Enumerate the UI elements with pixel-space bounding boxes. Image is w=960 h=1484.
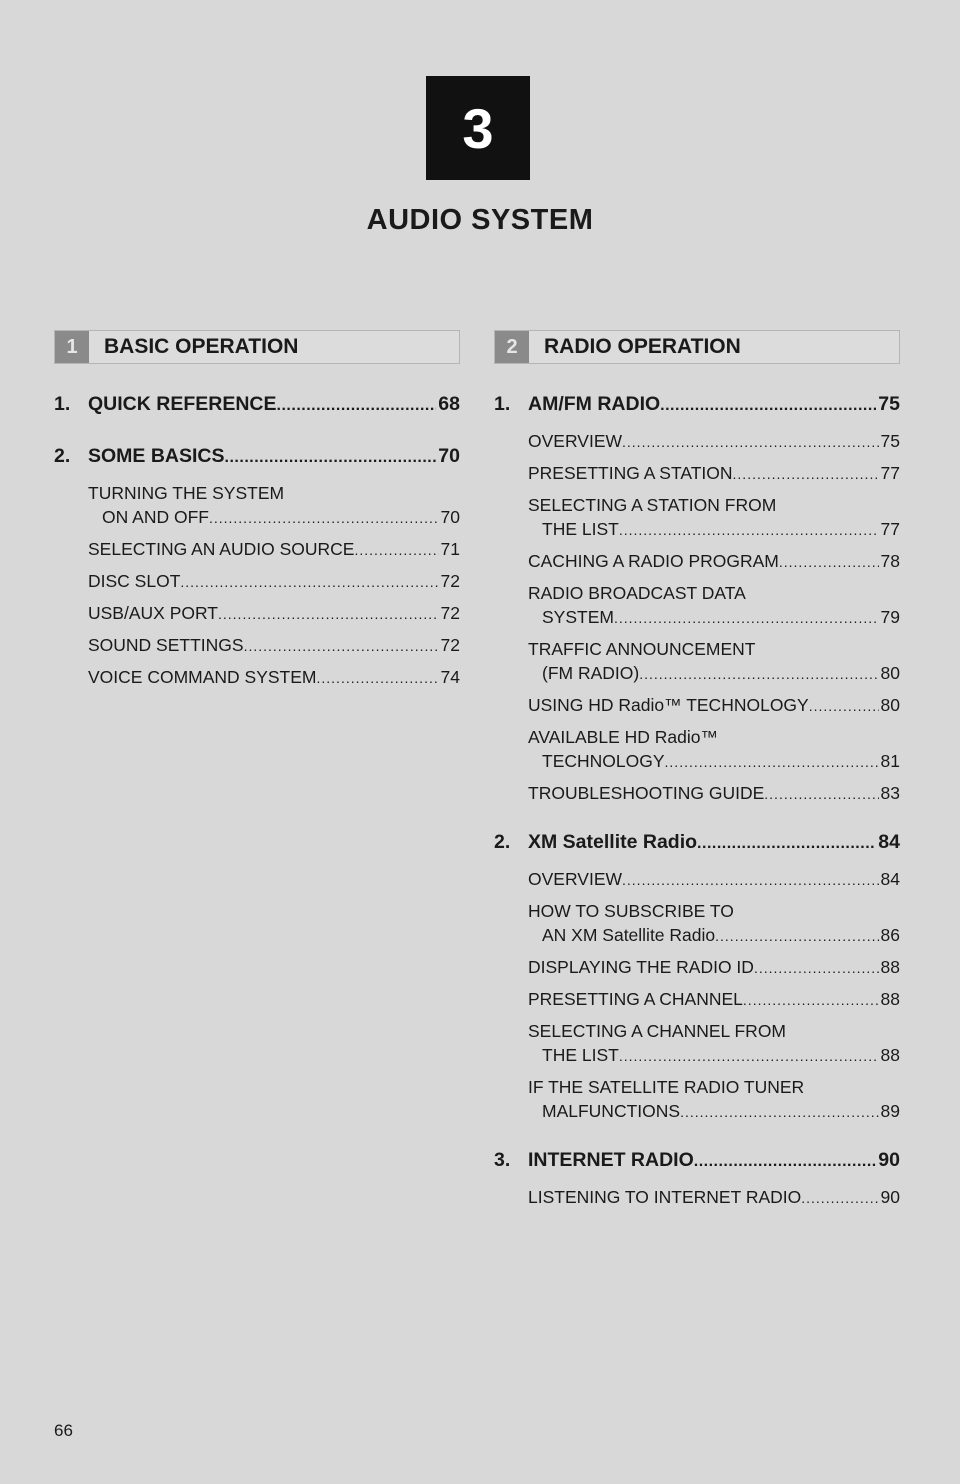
subentry-list <box>494 1185 900 1210</box>
subentry-title: ON AND OFF <box>102 507 209 527</box>
subentry-title: PRESETTING A CHANNEL <box>528 989 743 1009</box>
subentry-page: 74 <box>440 667 460 687</box>
dot-leader <box>715 924 878 948</box>
subentry-title: VOICE COMMAND SYSTEM <box>88 667 317 687</box>
toc-subentry[interactable] <box>528 429 900 454</box>
toc-subentry[interactable] <box>528 1075 900 1124</box>
dot-leader <box>665 750 879 774</box>
entry-title: QUICK REFERENCE <box>88 393 277 415</box>
dot-leader <box>218 602 439 626</box>
subentry-row <box>528 549 900 574</box>
subentry-title: (FM RADIO) <box>542 663 640 683</box>
subentry-page: 86 <box>880 925 900 945</box>
subentry-page: 79 <box>880 607 900 627</box>
subentry-page: 83 <box>880 783 900 803</box>
toc-subentry[interactable] <box>528 693 900 718</box>
toc-subentry[interactable] <box>528 1185 900 1210</box>
subentry-row <box>528 517 900 542</box>
subentry-page: 90 <box>880 1187 900 1207</box>
subentry-page: 71 <box>440 539 460 559</box>
subentry-title-line: RADIO BROADCAST DATA <box>528 583 746 603</box>
section-title: RADIO OPERATION <box>544 335 741 358</box>
toc-subentry[interactable] <box>528 493 900 542</box>
subentry-title: SELECTING AN AUDIO SOURCE <box>88 539 355 559</box>
entry-number: 3. <box>494 1149 511 1171</box>
subentry-title: SYSTEM <box>542 607 614 627</box>
subentry-row <box>88 633 460 658</box>
subentry-page: 72 <box>440 603 460 623</box>
subentry-row <box>528 461 900 486</box>
entry-number: 1. <box>54 393 71 415</box>
dot-leader <box>660 394 876 418</box>
subentry-title: THE LIST <box>542 1045 619 1065</box>
entry-number: 2. <box>494 831 511 853</box>
subentry-page: 80 <box>880 695 900 715</box>
subentry-title: USB/AUX PORT <box>88 603 218 623</box>
subentry-row <box>528 693 900 718</box>
dot-leader <box>244 634 439 658</box>
dot-leader <box>277 394 437 418</box>
subentry-page: 88 <box>880 957 900 977</box>
toc-subentry[interactable] <box>528 1019 900 1068</box>
subentry-row <box>88 665 460 690</box>
toc-entry <box>494 392 900 806</box>
section-header <box>54 330 460 364</box>
dot-leader <box>622 868 879 892</box>
toc-subentry[interactable] <box>88 665 460 690</box>
subentry-title-line: HOW TO SUBSCRIBE TO <box>528 901 734 921</box>
subentry-title: LISTENING TO INTERNET RADIO <box>528 1187 802 1207</box>
subentry-title: THE LIST <box>542 519 619 539</box>
subentry-row <box>528 987 900 1012</box>
toc-entry-link[interactable] <box>494 1148 900 1174</box>
entry-page: 75 <box>878 393 900 415</box>
dot-leader <box>619 1044 879 1068</box>
subentry-title-line: TRAFFIC ANNOUNCEMENT <box>528 639 756 659</box>
entry-title: AM/FM RADIO <box>528 393 661 415</box>
dot-leader <box>614 606 879 630</box>
dot-leader <box>697 832 876 856</box>
chapter-title: AUDIO SYSTEM <box>366 204 594 236</box>
toc-subentry[interactable] <box>528 867 900 892</box>
toc-subentry[interactable] <box>528 549 900 574</box>
subentry-list <box>494 867 900 1124</box>
entry-page: 84 <box>878 831 900 853</box>
toc-subentry[interactable] <box>528 461 900 486</box>
subentry-title-line: IF THE SATELLITE RADIO TUNER <box>528 1077 805 1097</box>
dot-leader <box>809 694 879 718</box>
dot-leader <box>622 430 879 454</box>
dot-leader <box>354 538 438 562</box>
subentry-page: 89 <box>880 1101 900 1121</box>
subentry-title: CACHING A RADIO PROGRAM <box>528 551 779 571</box>
toc-entry-link[interactable] <box>494 830 900 856</box>
subentry-row <box>528 781 900 806</box>
subentry-title: TECHNOLOGY <box>542 751 665 771</box>
entry-page: 90 <box>878 1149 900 1171</box>
entry-number: 2. <box>54 445 71 467</box>
subentry-page: 70 <box>440 507 460 527</box>
subentry-row <box>528 1185 900 1210</box>
subentry-title: SOUND SETTINGS <box>88 635 244 655</box>
subentry-title: DISC SLOT <box>88 571 181 591</box>
subentry-page: 77 <box>880 463 900 483</box>
entry-number: 1. <box>494 393 511 415</box>
subentry-row <box>528 661 900 686</box>
subentry-row <box>88 569 460 594</box>
dot-leader <box>743 988 879 1012</box>
subentry-title: DISPLAYING THE RADIO ID <box>528 957 754 977</box>
dot-leader <box>754 956 879 980</box>
subentry-page: 72 <box>440 635 460 655</box>
toc-entry-link[interactable] <box>54 392 460 418</box>
dot-leader <box>694 1150 877 1174</box>
entry-title: XM Satellite Radio <box>528 831 698 853</box>
subentry-row <box>528 605 900 630</box>
toc-entry <box>54 444 460 690</box>
dot-leader <box>801 1186 878 1210</box>
subentry-row <box>528 923 900 948</box>
toc-subentry[interactable] <box>88 601 460 626</box>
subentry-page: 75 <box>880 431 900 451</box>
toc-entry <box>494 1148 900 1210</box>
dot-leader <box>764 782 878 806</box>
subentry-list <box>54 481 460 690</box>
subentry-page: 84 <box>880 869 900 889</box>
subentry-row <box>88 505 460 530</box>
subentry-title-line: SELECTING A CHANNEL FROM <box>528 1021 787 1041</box>
subentry-title-line: SELECTING A STATION FROM <box>528 495 777 515</box>
subentry-title: AN XM Satellite Radio <box>542 925 716 945</box>
entry-title: SOME BASICS <box>88 445 225 467</box>
subentry-row <box>528 749 900 774</box>
subentry-row <box>528 429 900 454</box>
subentry-list <box>494 429 900 806</box>
toc-subentry[interactable] <box>88 633 460 658</box>
entry-page: 70 <box>438 445 460 467</box>
chapter-number: 3 <box>462 96 494 160</box>
subentry-page: 77 <box>880 519 900 539</box>
subentry-page: 88 <box>880 1045 900 1065</box>
subentry-row <box>88 601 460 626</box>
dot-leader <box>733 462 879 486</box>
subentry-title: OVERVIEW <box>528 869 623 889</box>
toc-subentry[interactable] <box>528 955 900 980</box>
page-number: 66 <box>54 1421 73 1440</box>
subentry-page: 80 <box>880 663 900 683</box>
subentry-title-line: TURNING THE SYSTEM <box>88 483 285 503</box>
subentry-page: 72 <box>440 571 460 591</box>
subentry-title: OVERVIEW <box>528 431 623 451</box>
subentry-title: TROUBLESHOOTING GUIDE <box>528 783 765 803</box>
section-number: 1 <box>55 331 89 363</box>
subentry-page: 78 <box>880 551 900 571</box>
subentry-row <box>528 1043 900 1068</box>
subentry-title-line: AVAILABLE HD Radio™ <box>528 727 718 747</box>
toc-entry <box>54 392 460 418</box>
toc-subentry[interactable] <box>88 481 460 530</box>
dot-leader <box>779 550 879 574</box>
toc-subentry[interactable] <box>88 537 460 562</box>
section-number: 2 <box>495 331 529 363</box>
dot-leader <box>180 570 438 594</box>
dot-leader <box>680 1100 878 1124</box>
chapter-number-badge <box>426 76 530 180</box>
dot-leader <box>317 666 439 690</box>
toc-subentry[interactable] <box>528 581 900 630</box>
section-column <box>54 330 460 697</box>
toc-entry-link[interactable] <box>494 392 900 418</box>
toc-subentry[interactable] <box>528 987 900 1012</box>
subentry-row <box>88 537 460 562</box>
entry-page: 68 <box>438 393 460 415</box>
subentry-title: PRESETTING A STATION <box>528 463 733 483</box>
entry-title: INTERNET RADIO <box>528 1149 694 1171</box>
toc-subentry[interactable] <box>528 725 900 774</box>
dot-leader <box>619 518 879 542</box>
subentry-title: USING HD Radio™ TECHNOLOGY <box>528 695 809 715</box>
section-column <box>494 330 900 1217</box>
subentry-row <box>528 955 900 980</box>
subentry-page: 88 <box>880 989 900 1009</box>
section-header <box>494 330 900 364</box>
dot-leader <box>639 662 878 686</box>
subentry-title: MALFUNCTIONS <box>542 1101 681 1121</box>
toc-entry-link[interactable] <box>54 444 460 470</box>
toc-subentry[interactable] <box>528 781 900 806</box>
dot-leader <box>225 446 437 470</box>
toc-subentry[interactable] <box>528 899 900 948</box>
dot-leader <box>209 506 439 530</box>
subentry-page: 81 <box>880 751 900 771</box>
section-title: BASIC OPERATION <box>104 335 299 358</box>
toc-entry <box>494 830 900 1124</box>
subentry-row <box>528 1099 900 1124</box>
toc-subentry[interactable] <box>528 637 900 686</box>
toc-subentry[interactable] <box>88 569 460 594</box>
subentry-row <box>528 867 900 892</box>
